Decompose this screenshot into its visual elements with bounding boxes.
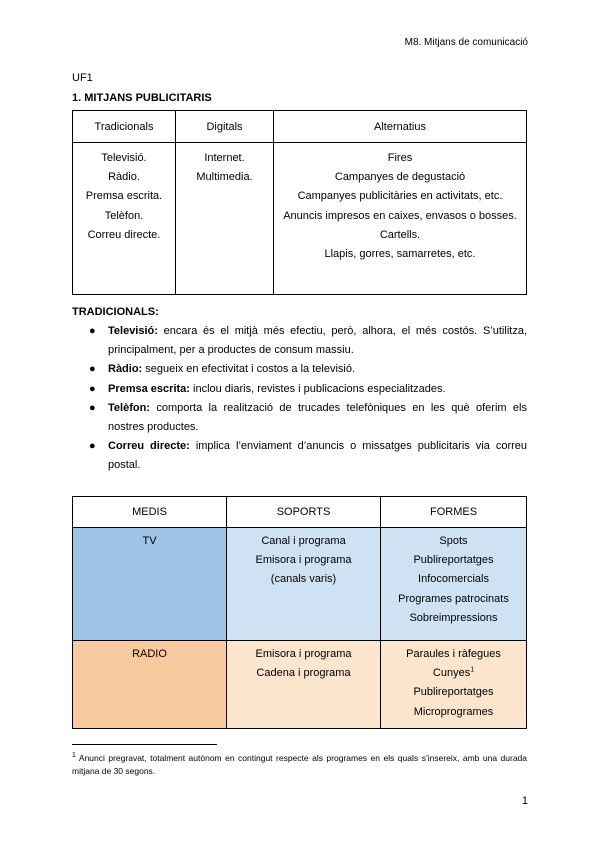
- bullet-icon: ●: [89, 382, 96, 395]
- bullet-icon: ●: [89, 401, 96, 414]
- subsection-title: TRADICIONALS:: [72, 306, 159, 318]
- unit-label: UF1: [72, 72, 93, 84]
- list-item: Publireportatges: [413, 686, 494, 699]
- list-item: [72, 380, 527, 399]
- list-item: [382, 664, 525, 683]
- list-item-text: Cunyes: [432, 667, 471, 680]
- footnote-divider: [72, 744, 217, 745]
- bullet-text: comporta la realització de trucades telefòniques en les què oferim els nostres productes.: [108, 401, 527, 434]
- footnote-text: Anunci pregravat, totalment autònom en contingut respecte als programes en els quals s’insereix, amb una durada mitjana de 30 segons.: [72, 753, 527, 776]
- list-item: Campanyes de degustació: [334, 171, 466, 184]
- bullet-term: Premsa escrita:: [108, 382, 190, 395]
- list-item: Telèfon.: [104, 209, 144, 222]
- bullet-term: Ràdio:: [108, 363, 143, 376]
- medis-table: [72, 496, 527, 729]
- table-row: [73, 143, 527, 295]
- table-row-radio: [73, 641, 527, 729]
- footnote: [72, 752, 527, 778]
- page-header: M8. Mitjans de comunicació: [404, 37, 528, 48]
- list-item: [72, 322, 527, 360]
- section-title: 1. MITJANS PUBLICITARIS: [72, 92, 212, 104]
- alternatius-cell: [274, 143, 527, 295]
- list-item: Sobreimpressions: [409, 611, 498, 624]
- list-item: Microprogrames: [413, 705, 494, 718]
- list-item: Televisió.: [101, 152, 147, 164]
- list-item: [72, 437, 527, 475]
- list-item: Emisora i programa: [255, 554, 352, 567]
- list-item: Spots: [439, 535, 468, 547]
- list-item: Canal i programa: [261, 535, 346, 547]
- bullet-icon: ●: [89, 325, 96, 337]
- list-item: (canals varis): [270, 573, 337, 586]
- list-item: Ràdio.: [108, 171, 140, 184]
- bullet-icon: ●: [89, 363, 96, 376]
- list-item: Premsa escrita.: [85, 190, 163, 203]
- list-item: Campanyes publicitàries en activitats, etc.: [297, 190, 503, 203]
- header-tradicionals: Tradicionals: [73, 111, 176, 143]
- table-header-row: [73, 497, 527, 528]
- bullet-text: inclou diaris, revistes i publicacions especialitzades.: [189, 382, 446, 395]
- table-row-tv: [73, 528, 527, 641]
- list-item: Programes patrocinats: [398, 592, 509, 605]
- list-item: Correu directe.: [87, 228, 161, 241]
- list-item: Cadena i programa: [256, 667, 351, 680]
- page-number: 1: [521, 795, 528, 807]
- medi-label: TV: [142, 535, 157, 547]
- list-item: Fires: [387, 152, 413, 164]
- header-soports: SOPORTS: [227, 497, 381, 528]
- radio-soports-cell: [227, 641, 381, 729]
- list-item: Cartells.: [379, 228, 421, 241]
- bullet-term: Televisió:: [108, 325, 158, 337]
- list-item: Publireportatges: [413, 554, 494, 567]
- list-item: Infocomercials: [418, 573, 489, 586]
- header-medis: MEDIS: [73, 497, 227, 528]
- bullet-icon: ●: [89, 440, 96, 453]
- footnote-mark: 1: [72, 752, 76, 760]
- header-digitals: Digitals: [176, 111, 274, 143]
- bullet-term: Correu directe:: [108, 440, 190, 453]
- tv-soports-cell: [227, 528, 381, 641]
- radio-formes-cell: [381, 641, 527, 729]
- header-formes: FORMES: [381, 497, 527, 528]
- list-item: Internet.: [204, 152, 245, 164]
- digitals-cell: [176, 143, 274, 295]
- list-item: Anuncis impresos en caixes, envasos o bosses.: [283, 209, 517, 222]
- bullet-text: implica l’enviament d’anuncis o missatges publicitaris via correu postal.: [108, 440, 528, 472]
- bullet-text: encara és el mitjà més efectiu, però, alhora, el més costós. S’utilitza, principalment, per a productes de consum massiu.: [108, 325, 527, 357]
- tv-formes-cell: [381, 528, 527, 641]
- bullet-term: Telèfon:: [108, 401, 150, 414]
- table-header-row: [73, 111, 527, 143]
- media-types-table: [72, 110, 527, 295]
- list-item: Llapis, gorres, samarretes, etc.: [324, 248, 476, 261]
- list-item: Emisora i programa: [255, 648, 352, 660]
- radio-medi-cell: [73, 641, 227, 729]
- list-item: Multimedia.: [196, 171, 253, 184]
- medi-label: RADIO: [132, 648, 167, 660]
- bullet-text: segueix en efectivitat i costos a la televisió.: [142, 363, 356, 376]
- header-alternatius: Alternatius: [274, 111, 527, 143]
- footnote-ref[interactable]: 1: [470, 666, 475, 674]
- tradicionals-list: [72, 322, 527, 476]
- tradicionals-cell: [73, 143, 176, 295]
- list-item: [72, 360, 527, 379]
- list-item: [72, 399, 527, 437]
- list-item: Paraules i ràfegues: [406, 648, 501, 660]
- tv-medi-cell: [73, 528, 227, 641]
